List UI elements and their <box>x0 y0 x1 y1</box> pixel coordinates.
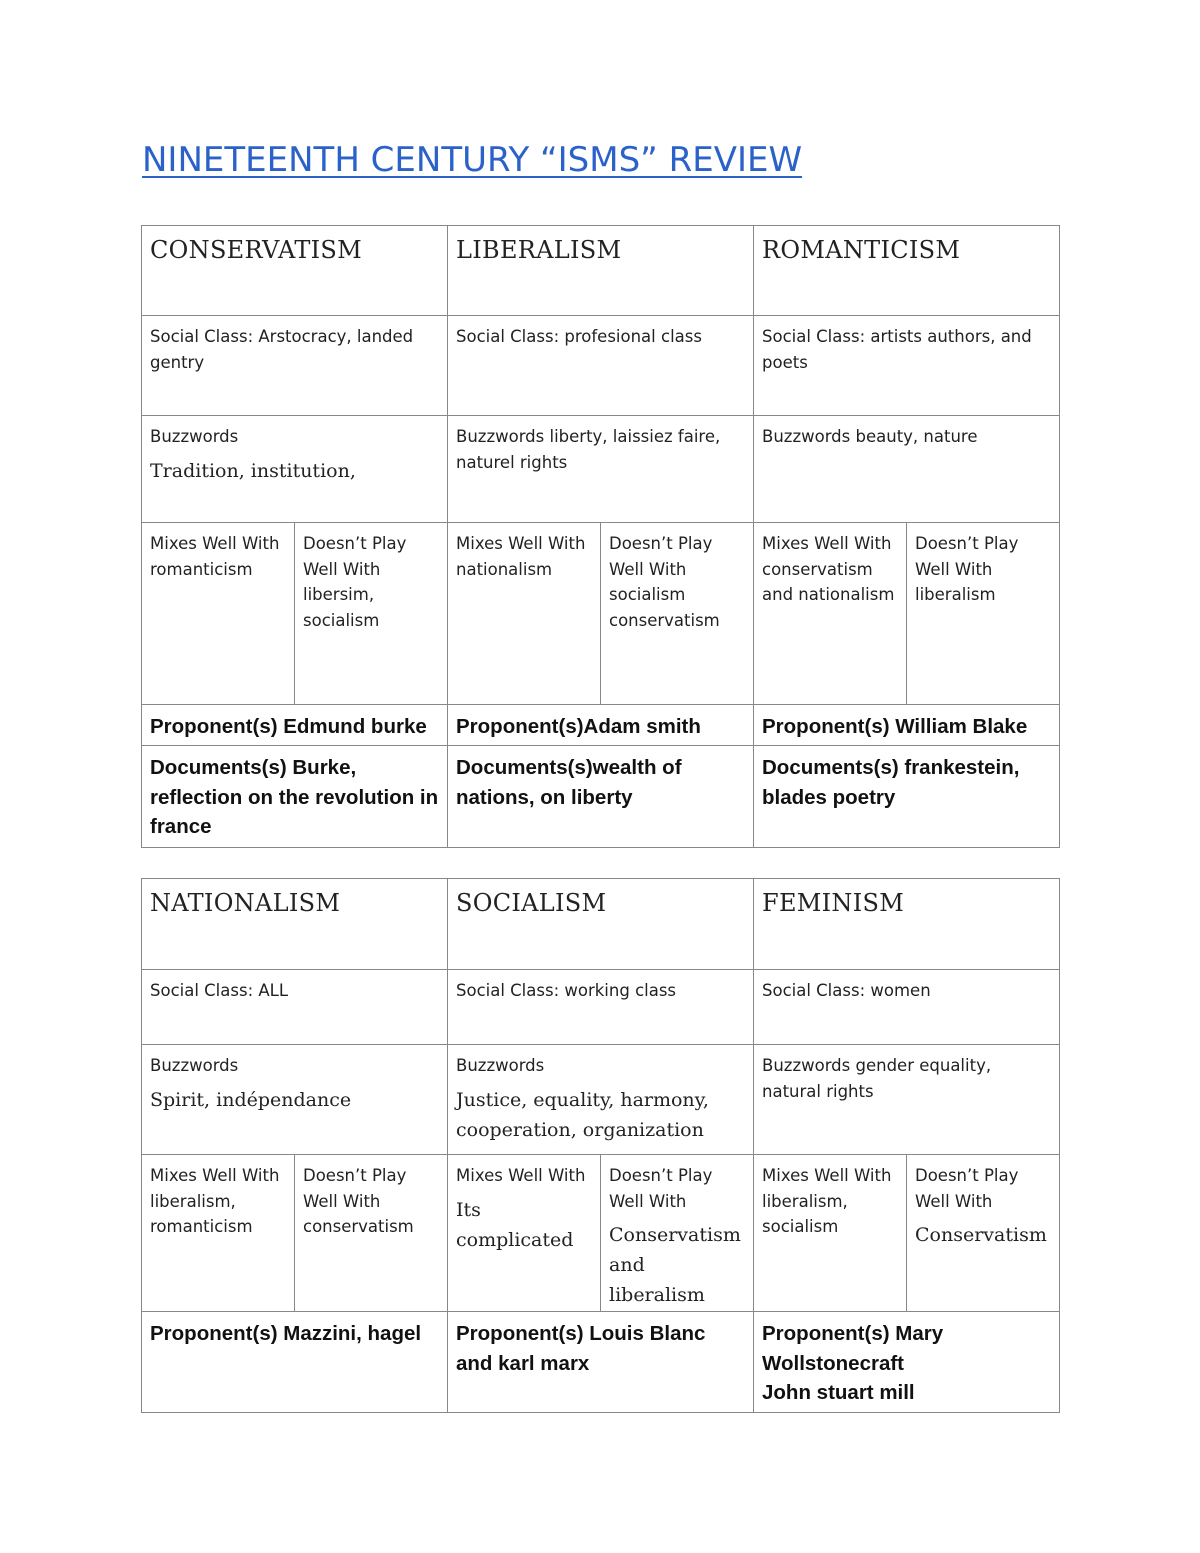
doesnt-label: Doesn’t Play Well With <box>303 1166 407 1211</box>
header-conservatism: CONSERVATISM <box>142 226 448 316</box>
doesnt-value: Conservatism and liberalism <box>609 1224 741 1306</box>
doesnt-value: conservatism <box>303 1217 414 1236</box>
proponents-nationalism: Proponent(s) Mazzini, hagel <box>142 1312 448 1413</box>
mixes-value: liberalism, socialism <box>762 1191 848 1236</box>
doesnt-play-feminism <box>907 1155 1060 1312</box>
doesnt-label: Doesn’t Play Well With <box>915 534 1019 579</box>
mixes-label: Mixes Well With <box>150 1166 280 1185</box>
header-liberalism: LIBERALISM <box>448 226 754 316</box>
buzzwords-value: Spirit, indépendance <box>150 1088 352 1111</box>
documents-conservatism: Documents(s) Burke, reflection on the revolution in france <box>142 746 448 848</box>
doesnt-value: liberalism <box>915 585 996 604</box>
buzzwords-value: Tradition, institution, <box>150 459 356 482</box>
buzzwords-label: Buzzwords <box>456 1056 545 1075</box>
header-romanticism: ROMANTICISM <box>754 226 1060 316</box>
mixes-value: Its complicated <box>456 1198 574 1251</box>
doesnt-play-nationalism <box>295 1155 448 1312</box>
proponents-liberalism: Proponent(s)Adam smith <box>448 705 754 746</box>
doesnt-value: libersim, socialism <box>303 585 380 630</box>
mixes-well-liberalism <box>448 523 601 705</box>
proponents-line-2: John stuart mill <box>762 1381 915 1404</box>
doesnt-value: Conservatism <box>915 1224 1047 1246</box>
mixes-label: Mixes Well With <box>456 1166 586 1185</box>
isms-table-1 <box>141 225 1060 848</box>
mixes-label: Mixes Well With <box>456 534 586 553</box>
doesnt-play-socialism <box>601 1155 754 1312</box>
doesnt-label: Doesn’t Play Well With <box>609 534 713 579</box>
header-nationalism: NATIONALISM <box>142 879 448 970</box>
buzzwords-conservatism <box>142 416 448 523</box>
isms-table-2 <box>141 878 1060 1413</box>
mixes-well-conservatism <box>142 523 295 705</box>
buzzwords-socialism <box>448 1045 754 1155</box>
social-class-romanticism: Social Class: artists authors, and poets <box>754 316 1060 416</box>
buzzwords-value: Justice, equality, harmony, cooperation, organization <box>456 1088 709 1141</box>
proponents-line-1: Proponent(s) Mary Wollstonecraft <box>762 1322 944 1375</box>
mixes-value: liberalism, romanticism <box>150 1191 253 1236</box>
buzzwords-label: Buzzwords beauty, nature <box>762 427 978 446</box>
mixes-well-nationalism <box>142 1155 295 1312</box>
buzzwords-label: Buzzwords gender equality, natural rights <box>762 1056 992 1101</box>
buzzwords-feminism <box>754 1045 1060 1155</box>
social-class-nationalism: Social Class: ALL <box>142 970 448 1045</box>
mixes-value: nationalism <box>456 559 553 579</box>
buzzwords-label: Buzzwords liberty, laissiez faire, naturel rights <box>456 427 721 472</box>
mixes-label: Mixes Well With <box>762 1166 892 1185</box>
doesnt-value: socialism conservatism <box>609 585 720 630</box>
doesnt-play-conservatism <box>295 523 448 705</box>
mixes-value: romanticism <box>150 559 253 579</box>
doesnt-play-liberalism <box>601 523 754 705</box>
doesnt-label: Doesn’t Play Well With <box>915 1166 1019 1211</box>
buzzwords-liberalism <box>448 416 754 523</box>
documents-liberalism: Documents(s)wealth of nations, on liberty <box>448 746 754 848</box>
buzzwords-romanticism <box>754 416 1060 523</box>
social-class-feminism: Social Class: women <box>754 970 1060 1045</box>
mixes-label: Mixes Well With <box>150 534 280 553</box>
page-title: NINETEENTH CENTURY “ISMS” REVIEW <box>142 140 803 180</box>
proponents-feminism <box>754 1312 1060 1413</box>
social-class-socialism: Social Class: working class <box>448 970 754 1045</box>
buzzwords-nationalism <box>142 1045 448 1155</box>
proponents-socialism: Proponent(s) Louis Blanc and karl marx <box>448 1312 754 1413</box>
doesnt-label: Doesn’t Play Well With <box>609 1166 713 1211</box>
social-class-conservatism: Social Class: Arstocracy, landed gentry <box>142 316 448 416</box>
doesnt-label: Doesn’t Play Well With <box>303 534 407 579</box>
proponents-conservatism: Proponent(s) Edmund burke <box>142 705 448 746</box>
documents-romanticism: Documents(s) frankestein, blades poetry <box>754 746 1060 848</box>
mixes-value: conservatism and nationalism <box>762 559 895 604</box>
mixes-label: Mixes Well With <box>762 534 892 553</box>
proponents-romanticism: Proponent(s) William Blake <box>754 705 1060 746</box>
mixes-well-socialism <box>448 1155 601 1312</box>
social-class-liberalism: Social Class: profesional class <box>448 316 754 416</box>
doesnt-play-romanticism <box>907 523 1060 705</box>
mixes-well-feminism <box>754 1155 907 1312</box>
mixes-well-romanticism <box>754 523 907 705</box>
header-socialism: SOCIALISM <box>448 879 754 970</box>
buzzwords-label: Buzzwords <box>150 1056 239 1075</box>
buzzwords-label: Buzzwords <box>150 427 239 446</box>
header-feminism: FEMINISM <box>754 879 1060 970</box>
